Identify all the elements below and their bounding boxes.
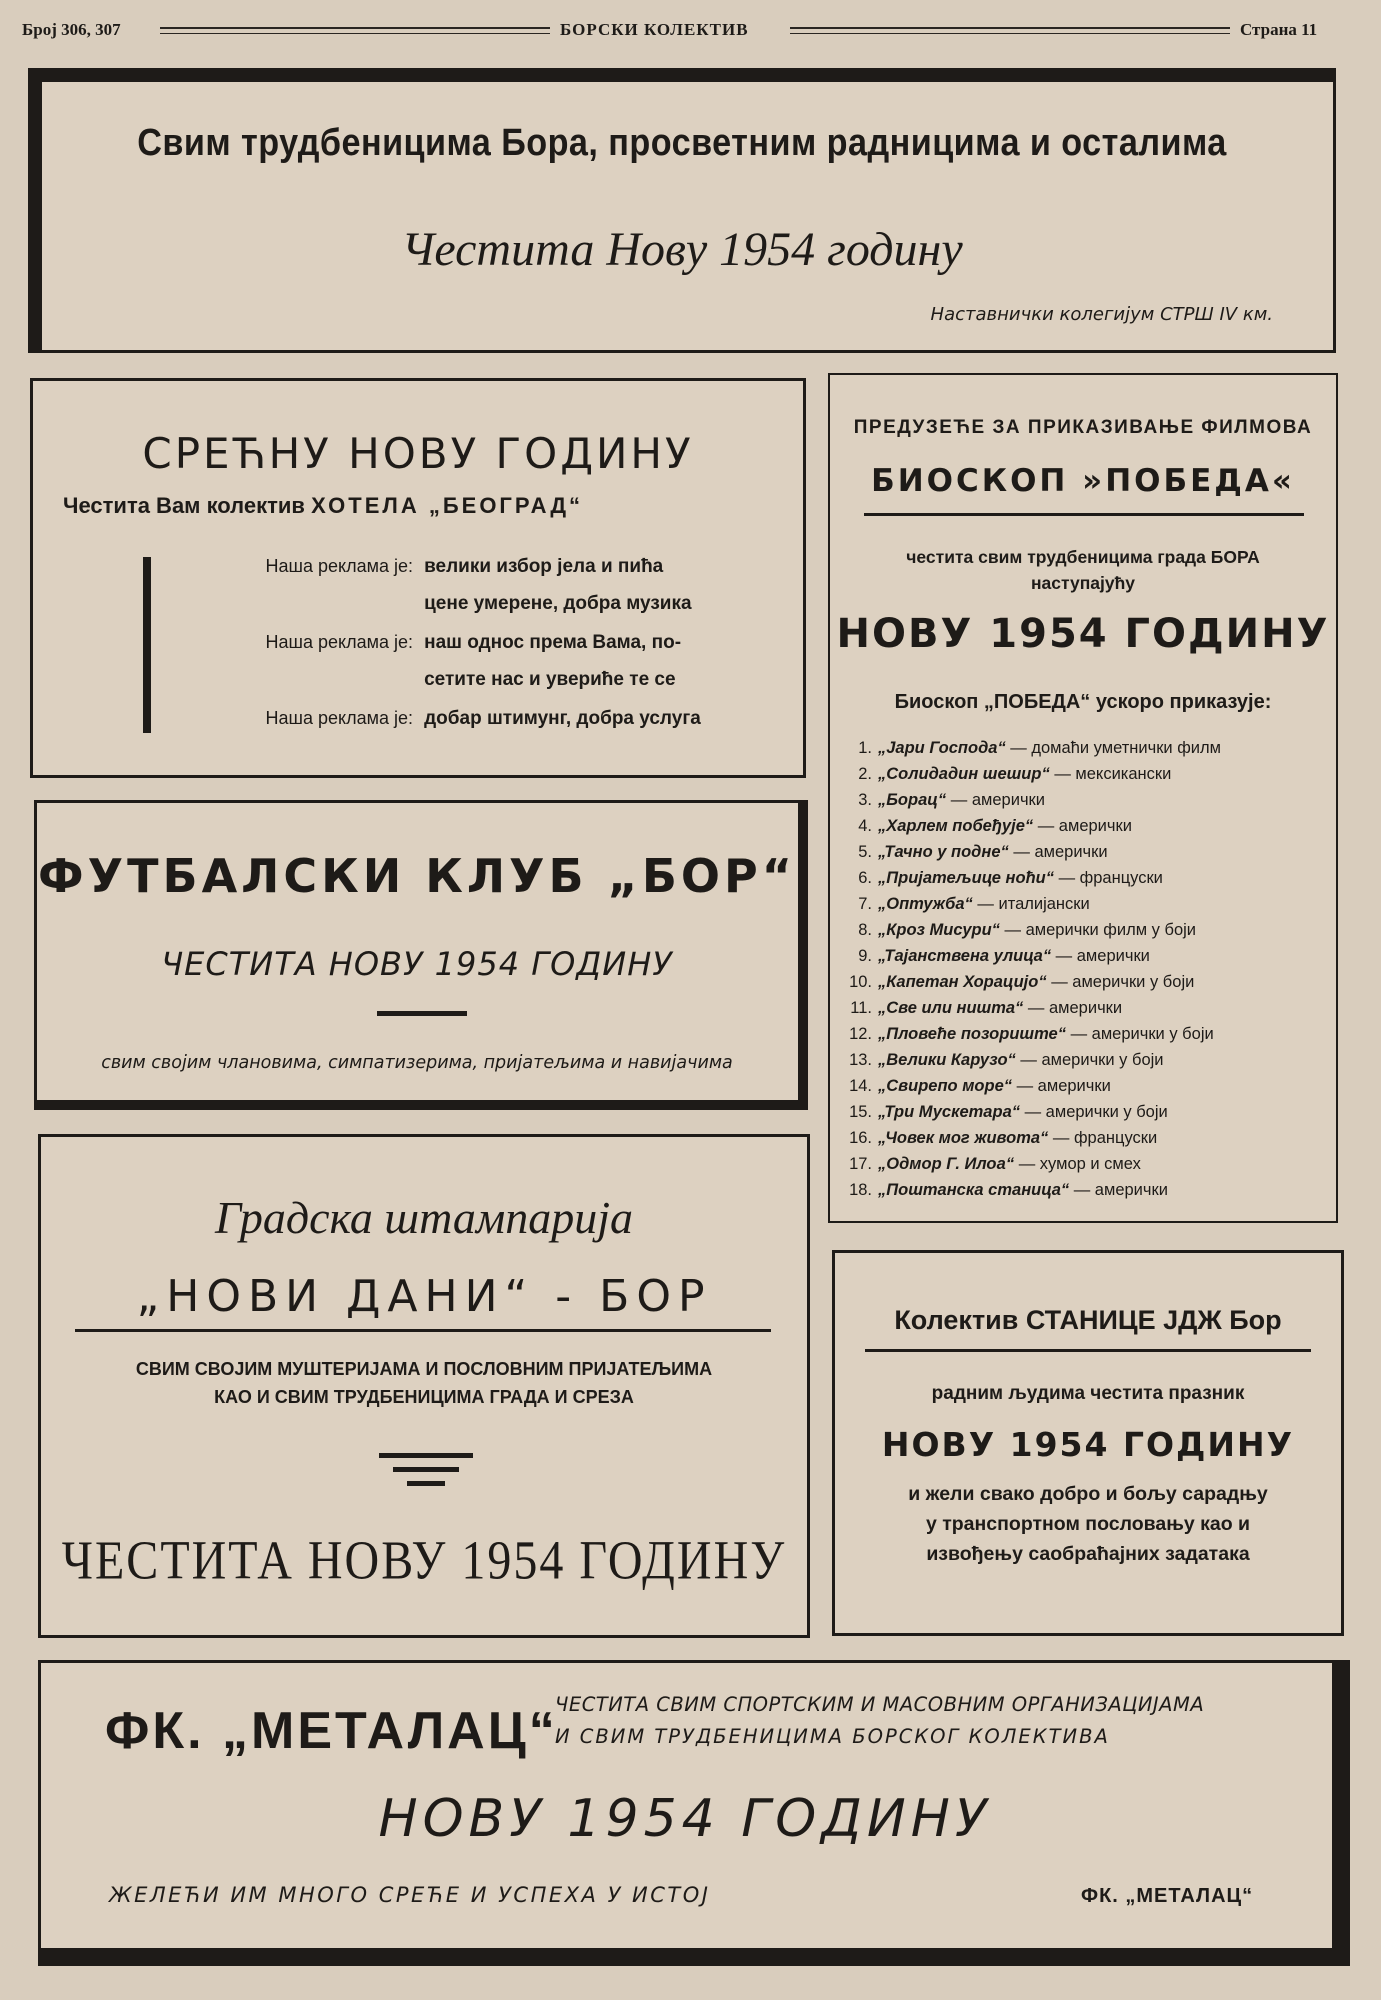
film-item: 2. „Солидадин шешир“ — мексикански	[858, 765, 1172, 783]
football-title: ФУТБАЛСКИ КЛУБ „БОР“	[38, 849, 796, 903]
ad-football	[34, 800, 808, 1110]
ad-metalac	[38, 1660, 1350, 1966]
ad-printing	[38, 1134, 810, 1638]
ad-hotel	[30, 378, 806, 778]
film-item: 12. „Пловеће позориште“ — амерички у боји	[849, 1025, 1214, 1043]
football-greeting: ЧЕСТИТА НОВУ 1954 ГОДИНУ	[161, 945, 673, 983]
teachers-line1: Свим трудбеницима Бора, просветним радницима и осталима	[137, 122, 1227, 164]
film-item: 8. „Кроз Мисури“ — амерички филм у боји	[858, 921, 1196, 939]
film-item: 15. „Три Мускетара“ — амерички у боји	[849, 1103, 1168, 1121]
metalac-greeting1: ЧЕСТИТА СВИМ СПОРТСКИМ И МАСОВНИМ ОРГАНИЗАЦИЈАМА	[555, 1693, 1205, 1716]
ad-teachers	[28, 68, 1336, 353]
film-item: 3. „Борац“ — амерички	[858, 791, 1045, 809]
cinema-greeting2: наступајућу	[1030, 573, 1136, 593]
film-item: 17. „Одмор Г. Илоа“ — хумор и смех	[849, 1155, 1141, 1173]
station-rule	[865, 1349, 1311, 1352]
hotel-subtitle-prefix: Честита Вам колектив	[63, 493, 305, 518]
station-line2: и жели свако добро и бољу сарадњу	[908, 1483, 1268, 1505]
teachers-line2: Честита Нову 1954 годину	[401, 223, 963, 276]
header-rule-left-2	[160, 33, 550, 34]
printing-script-title: Градска штампарија	[214, 1192, 634, 1243]
hotel-row-label: Наша реклама је:	[265, 708, 413, 728]
ad-cinema	[828, 373, 1338, 1223]
hotel-row-label: Наша реклама је:	[265, 632, 413, 652]
ad-station	[832, 1250, 1344, 1636]
cinema-greeting1: честита свим трудбеницима града БОРА	[906, 547, 1260, 567]
station-line4: извођењу саобраћајних задатака	[926, 1543, 1250, 1565]
hotel-vertical-rule	[143, 557, 151, 733]
printing-line2: КАО И СВИМ ТРУДБЕНИЦИМА ГРАДА И СРЕЗА	[214, 1387, 634, 1407]
hotel-row-text: велики избор јела и пића	[424, 556, 664, 577]
page-number: Страна 11	[1240, 20, 1318, 39]
metalac-headline: НОВУ 1954 ГОДИНУ	[378, 1789, 992, 1849]
cinema-headline: НОВУ 1954 ГОДИНУ	[836, 611, 1330, 657]
printing-ornament-1	[379, 1453, 473, 1458]
metalac-name: ФК. „МЕТАЛАЦ“	[105, 1702, 558, 1760]
metalac-wish: ЖЕЛЕЋИ ИМ МНОГО СРЕЋЕ И УСПЕХА У ИСТОЈ	[109, 1883, 711, 1907]
hotel-subtitle	[63, 493, 583, 519]
hotel-row-text: наш однос према Вама, по-	[424, 632, 682, 653]
header-rule-right	[790, 27, 1230, 29]
hotel-row-label: Наша реклама је:	[265, 556, 413, 576]
printing-ornament-2	[393, 1467, 459, 1472]
newspaper-title: БОРСКИ КОЛЕКТИВ	[560, 20, 749, 39]
film-item: 18. „Поштанска станица“ — амерички	[849, 1181, 1168, 1199]
film-item: 10. „Капетан Хорацијо“ — амерички у боји	[849, 973, 1195, 991]
film-item: 16. „Човек мог живота“ — француски	[849, 1129, 1158, 1147]
hotel-name: ХОТЕЛА „БЕОГРАД“	[311, 493, 584, 518]
metalac-greeting2: И СВИМ ТРУДБЕНИЦИМА БОРСКОГ КОЛЕКТИВА	[555, 1725, 1110, 1748]
film-list	[836, 735, 1336, 1203]
header-rule-right-2	[790, 33, 1230, 34]
cinema-company: ПРЕДУЗЕЋЕ ЗА ПРИКАЗИВАЊЕ ФИЛМОВА	[853, 417, 1313, 438]
printing-headline: ЧЕСТИТА НОВУ 1954 ГОДИНУ	[61, 1530, 787, 1591]
film-item: 4. „Харлем побеђује“ — амерички	[858, 817, 1132, 835]
hotel-row-text: цене умерене, добра музика	[424, 593, 692, 614]
film-item: 7. „Оптужба“ — италијански	[858, 895, 1090, 913]
printing-name: „НОВИ ДАНИ“ - БОР	[136, 1271, 712, 1322]
cinema-soon: Биоскоп „ПОБЕДА“ ускоро приказује:	[894, 691, 1272, 713]
station-headline: НОВУ 1954 ГОДИНУ	[881, 1425, 1295, 1464]
film-item: 6. „Пријатељице ноћи“ — француски	[858, 869, 1163, 887]
cinema-name: БИОСКОП »ПОБЕДА«	[871, 463, 1295, 499]
football-audience: свим својим члановима, симпатизерима, пријатељима и навијачима	[101, 1053, 733, 1073]
station-title: Колектив СТАНИЦЕ ЈДЖ Бор	[894, 1305, 1282, 1335]
printing-rule	[75, 1329, 771, 1332]
film-item: 5. „Тачно у подне“ — амерички	[858, 843, 1108, 861]
film-item: 1. „Јари Господа“ — домаћи уметнички филм	[858, 739, 1221, 757]
film-item: 14. „Свирепо море“ — амерички	[849, 1077, 1111, 1095]
station-line3: у транспортном пословању као и	[925, 1513, 1251, 1535]
film-item: 13. „Велики Карузо“ — амерички у боји	[849, 1051, 1164, 1069]
hotel-row-text: сетите нас и увериће те се	[424, 669, 676, 690]
hotel-title: СРЕЋНУ НОВУ ГОДИНУ	[142, 429, 694, 478]
teachers-signature: Наставнички колегијум СТРШ IV км.	[930, 304, 1273, 325]
issue-number: Број 306, 307	[22, 20, 121, 39]
header-rule-left	[160, 27, 550, 29]
metalac-signature: ФК. „МЕТАЛАЦ“	[1081, 1885, 1254, 1907]
football-rule	[377, 1011, 467, 1016]
film-item: 9. „Тајанствена улица“ — амерички	[858, 947, 1150, 965]
hotel-rows	[183, 547, 793, 737]
printing-line1: СВИМ СВОЈИМ МУШТЕРИЈАМА И ПОСЛОВНИМ ПРИЈАТЕЉИМА	[135, 1359, 713, 1379]
station-line1: радним људима честита празник	[931, 1383, 1245, 1404]
film-item: 11. „Све или ништа“ — амерички	[850, 999, 1123, 1017]
cinema-rule	[864, 513, 1304, 516]
printing-ornament-3	[407, 1481, 445, 1486]
hotel-row-text: добар штимунг, добра услуга	[424, 708, 701, 729]
